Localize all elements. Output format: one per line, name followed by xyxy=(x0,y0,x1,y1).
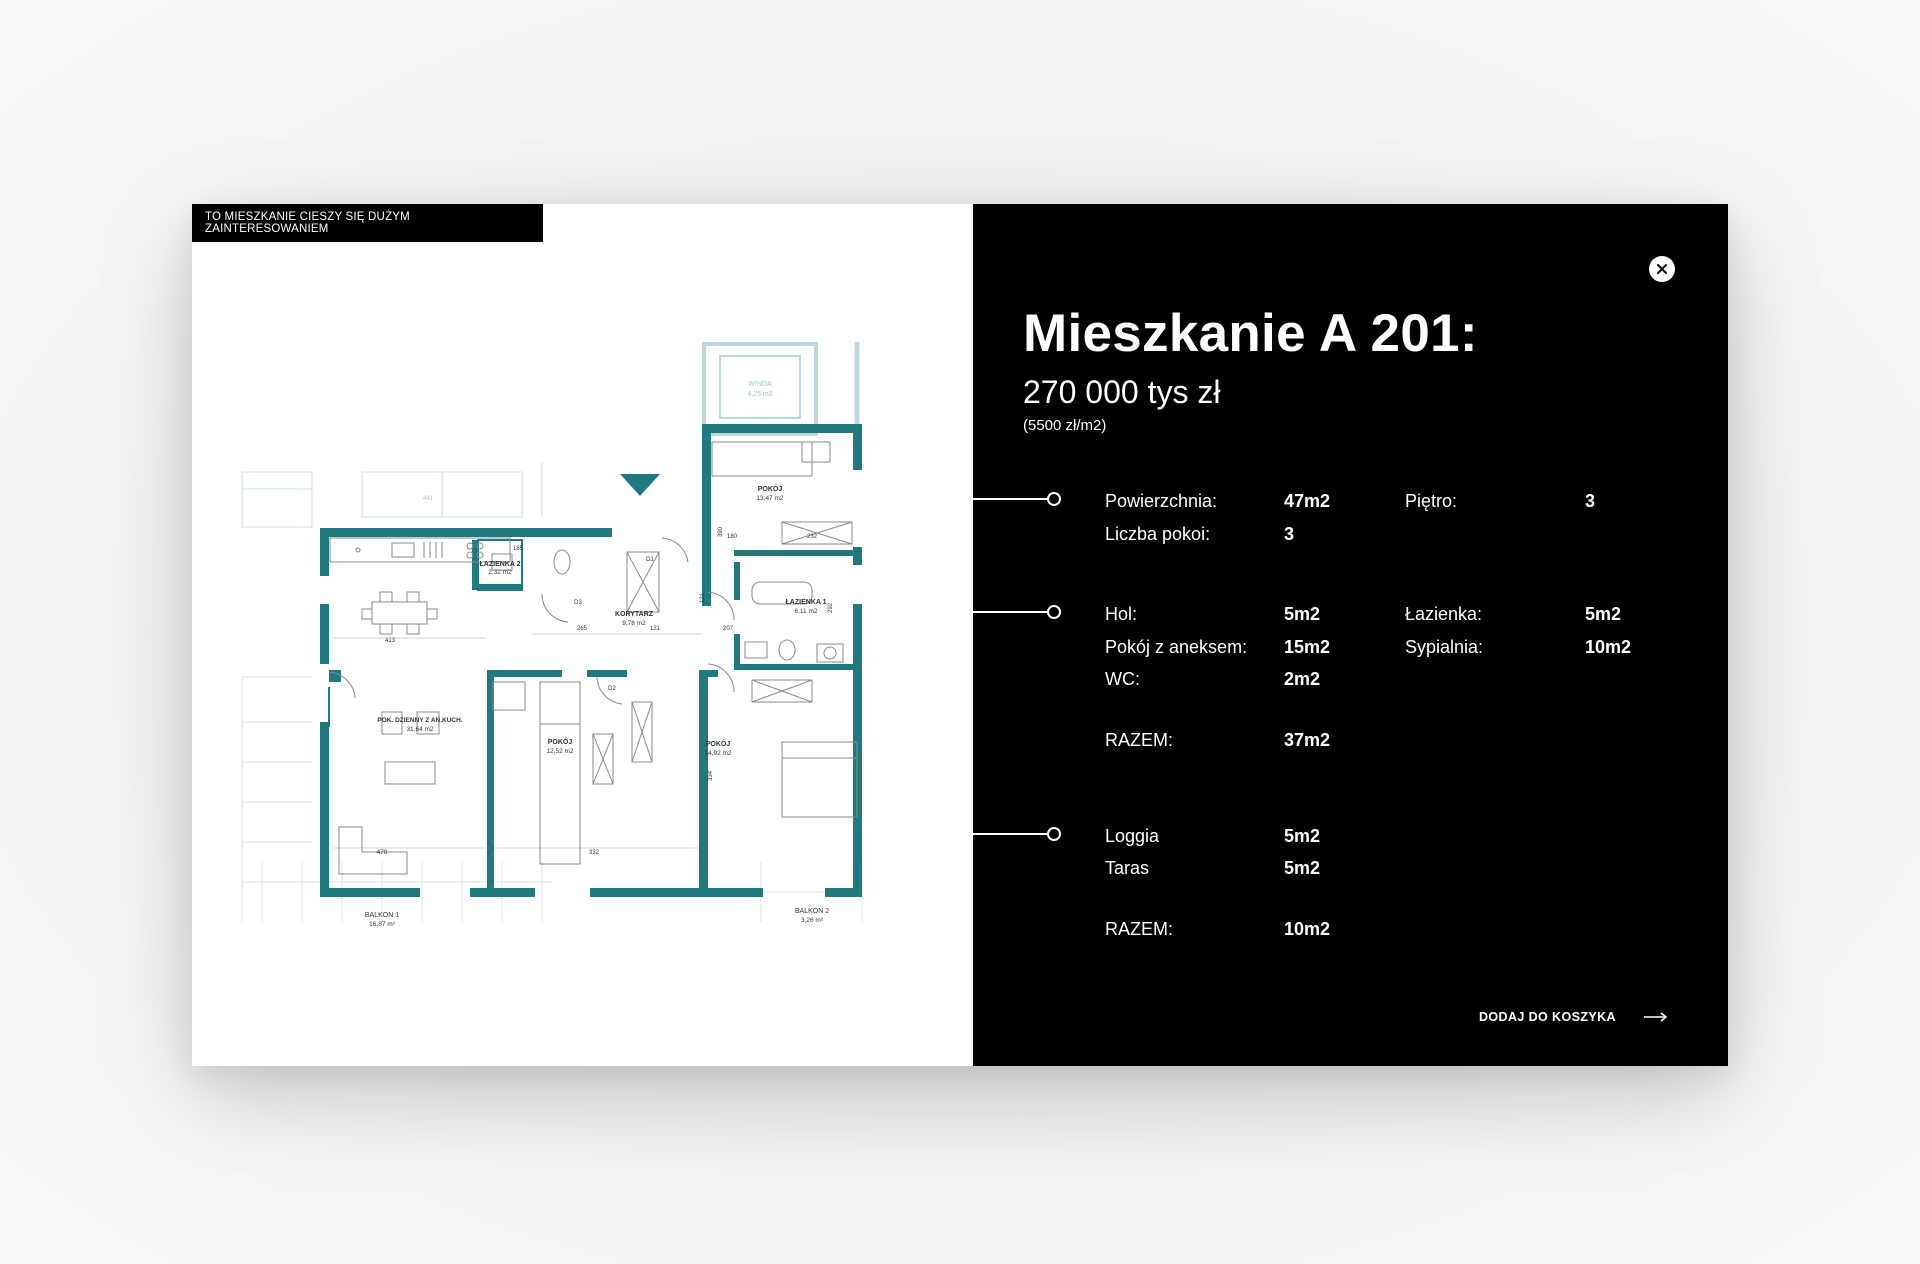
rooms-total-label: RAZEM: xyxy=(1105,730,1174,750)
svg-text:4,25 m2: 4,25 m2 xyxy=(747,391,773,398)
outdoor-total-label: RAZEM: xyxy=(1105,919,1174,939)
bathroom-value: 5m2 xyxy=(1585,604,1622,624)
outdoor-total-value: 10m2 xyxy=(1284,919,1331,939)
svg-text:265: 265 xyxy=(576,626,588,632)
terrace-label: Taras xyxy=(1105,858,1150,878)
svg-text:KORYTARZ: KORYTARZ xyxy=(614,611,654,618)
svg-text:292: 292 xyxy=(828,602,834,614)
living-value: 15m2 xyxy=(1284,637,1331,657)
arrow-right-icon xyxy=(1644,1012,1668,1022)
add-to-cart-label: DODAJ DO KOSZYKA xyxy=(1479,1010,1616,1024)
svg-text:D1: D1 xyxy=(646,557,654,563)
svg-text:BALKON 2: BALKON 2 xyxy=(794,908,830,915)
hol-value: 5m2 xyxy=(1284,604,1321,624)
svg-text:180: 180 xyxy=(726,534,738,540)
add-to-cart-button[interactable] xyxy=(1479,1010,1668,1024)
bathroom-label: Łazienka: xyxy=(1405,604,1483,624)
wc-value: 2m2 xyxy=(1284,669,1321,689)
svg-text:413: 413 xyxy=(384,638,396,644)
floor-value: 3 xyxy=(1585,491,1596,511)
entrance-marker-icon xyxy=(620,474,660,496)
floorplan xyxy=(242,342,902,928)
svg-text:121: 121 xyxy=(700,592,706,604)
svg-text:332: 332 xyxy=(588,850,600,856)
svg-text:16,87 m²: 16,87 m² xyxy=(369,921,395,928)
floor-label: Piętro: xyxy=(1405,491,1458,511)
svg-text:3,26 m²: 3,26 m² xyxy=(800,917,824,924)
wc-label: WC: xyxy=(1105,669,1140,689)
svg-text:6,11 m2: 6,11 m2 xyxy=(794,608,818,615)
svg-text:334: 334 xyxy=(708,770,714,782)
apartment-price: 270 000 tys zł xyxy=(1023,374,1221,410)
svg-text:185: 185 xyxy=(512,546,524,552)
high-interest-text: TO MIESZKANIE CIESZY SIĘ DUŻYM ZAINTERESOWANIEM xyxy=(205,211,410,235)
svg-text:31,64 m2: 31,64 m2 xyxy=(406,726,434,733)
rooms-total-value: 37m2 xyxy=(1284,730,1331,750)
outdoor-connector xyxy=(973,827,1063,841)
svg-text:WINDA: WINDA xyxy=(748,381,772,388)
svg-text:POKÓJ: POKÓJ xyxy=(705,741,731,748)
high-interest-badge xyxy=(192,204,543,242)
svg-text:BALKON 1: BALKON 1 xyxy=(364,912,400,919)
svg-text:POK. DZIENNY Z AN.KUCH.: POK. DZIENNY Z AN.KUCH. xyxy=(377,717,463,724)
summary-connector xyxy=(973,492,1063,506)
svg-text:441: 441 xyxy=(422,496,434,502)
apartment-details-panel xyxy=(973,204,1728,1066)
svg-text:ŁAZIENKA 1: ŁAZIENKA 1 xyxy=(785,599,827,606)
living-label: Pokój z aneksem: xyxy=(1105,637,1248,657)
floorplan-furniture xyxy=(330,442,857,874)
svg-text:2,32 m2: 2,32 m2 xyxy=(488,569,512,576)
loggia-label: Loggia xyxy=(1105,826,1160,846)
svg-text:D3: D3 xyxy=(574,600,582,606)
apartment-title: Mieszkanie A 201: xyxy=(1023,304,1478,363)
svg-text:12,52 m2: 12,52 m2 xyxy=(546,748,574,755)
svg-text:470: 470 xyxy=(376,849,388,856)
area-value: 47m2 xyxy=(1284,491,1331,511)
loggia-value: 5m2 xyxy=(1284,826,1321,846)
rooms-count-value: 3 xyxy=(1284,524,1295,544)
svg-text:13,47 m2: 13,47 m2 xyxy=(756,495,784,502)
floorplan-labels xyxy=(365,381,834,928)
svg-text:14,92 m2: 14,92 m2 xyxy=(704,750,732,757)
svg-text:390: 390 xyxy=(718,526,724,538)
rooms-connector xyxy=(973,605,1063,619)
svg-text:9,78 m2: 9,78 m2 xyxy=(622,620,646,627)
close-button[interactable] xyxy=(1649,256,1675,282)
apartment-modal xyxy=(192,204,1728,1066)
close-icon xyxy=(1656,263,1668,275)
svg-text:207: 207 xyxy=(722,626,734,632)
rooms-count-label: Liczba pokoi: xyxy=(1105,524,1211,544)
svg-text:POKÓJ: POKÓJ xyxy=(757,486,783,493)
hol-label: Hol: xyxy=(1105,604,1138,624)
area-label: Powierzchnia: xyxy=(1105,491,1218,511)
price-per-m2: (5500 zł/m2) xyxy=(1023,417,1107,434)
bedroom-value: 10m2 xyxy=(1585,637,1632,657)
svg-text:ŁAZIENKA 2: ŁAZIENKA 2 xyxy=(479,561,521,568)
svg-text:D2: D2 xyxy=(608,686,616,692)
svg-text:POKÓJ: POKÓJ xyxy=(547,739,573,746)
bedroom-label: Sypialnia: xyxy=(1405,637,1484,657)
terrace-value: 5m2 xyxy=(1284,858,1321,878)
svg-text:232: 232 xyxy=(806,534,818,540)
floorplan-panel xyxy=(192,204,973,1066)
svg-text:131: 131 xyxy=(649,626,661,632)
